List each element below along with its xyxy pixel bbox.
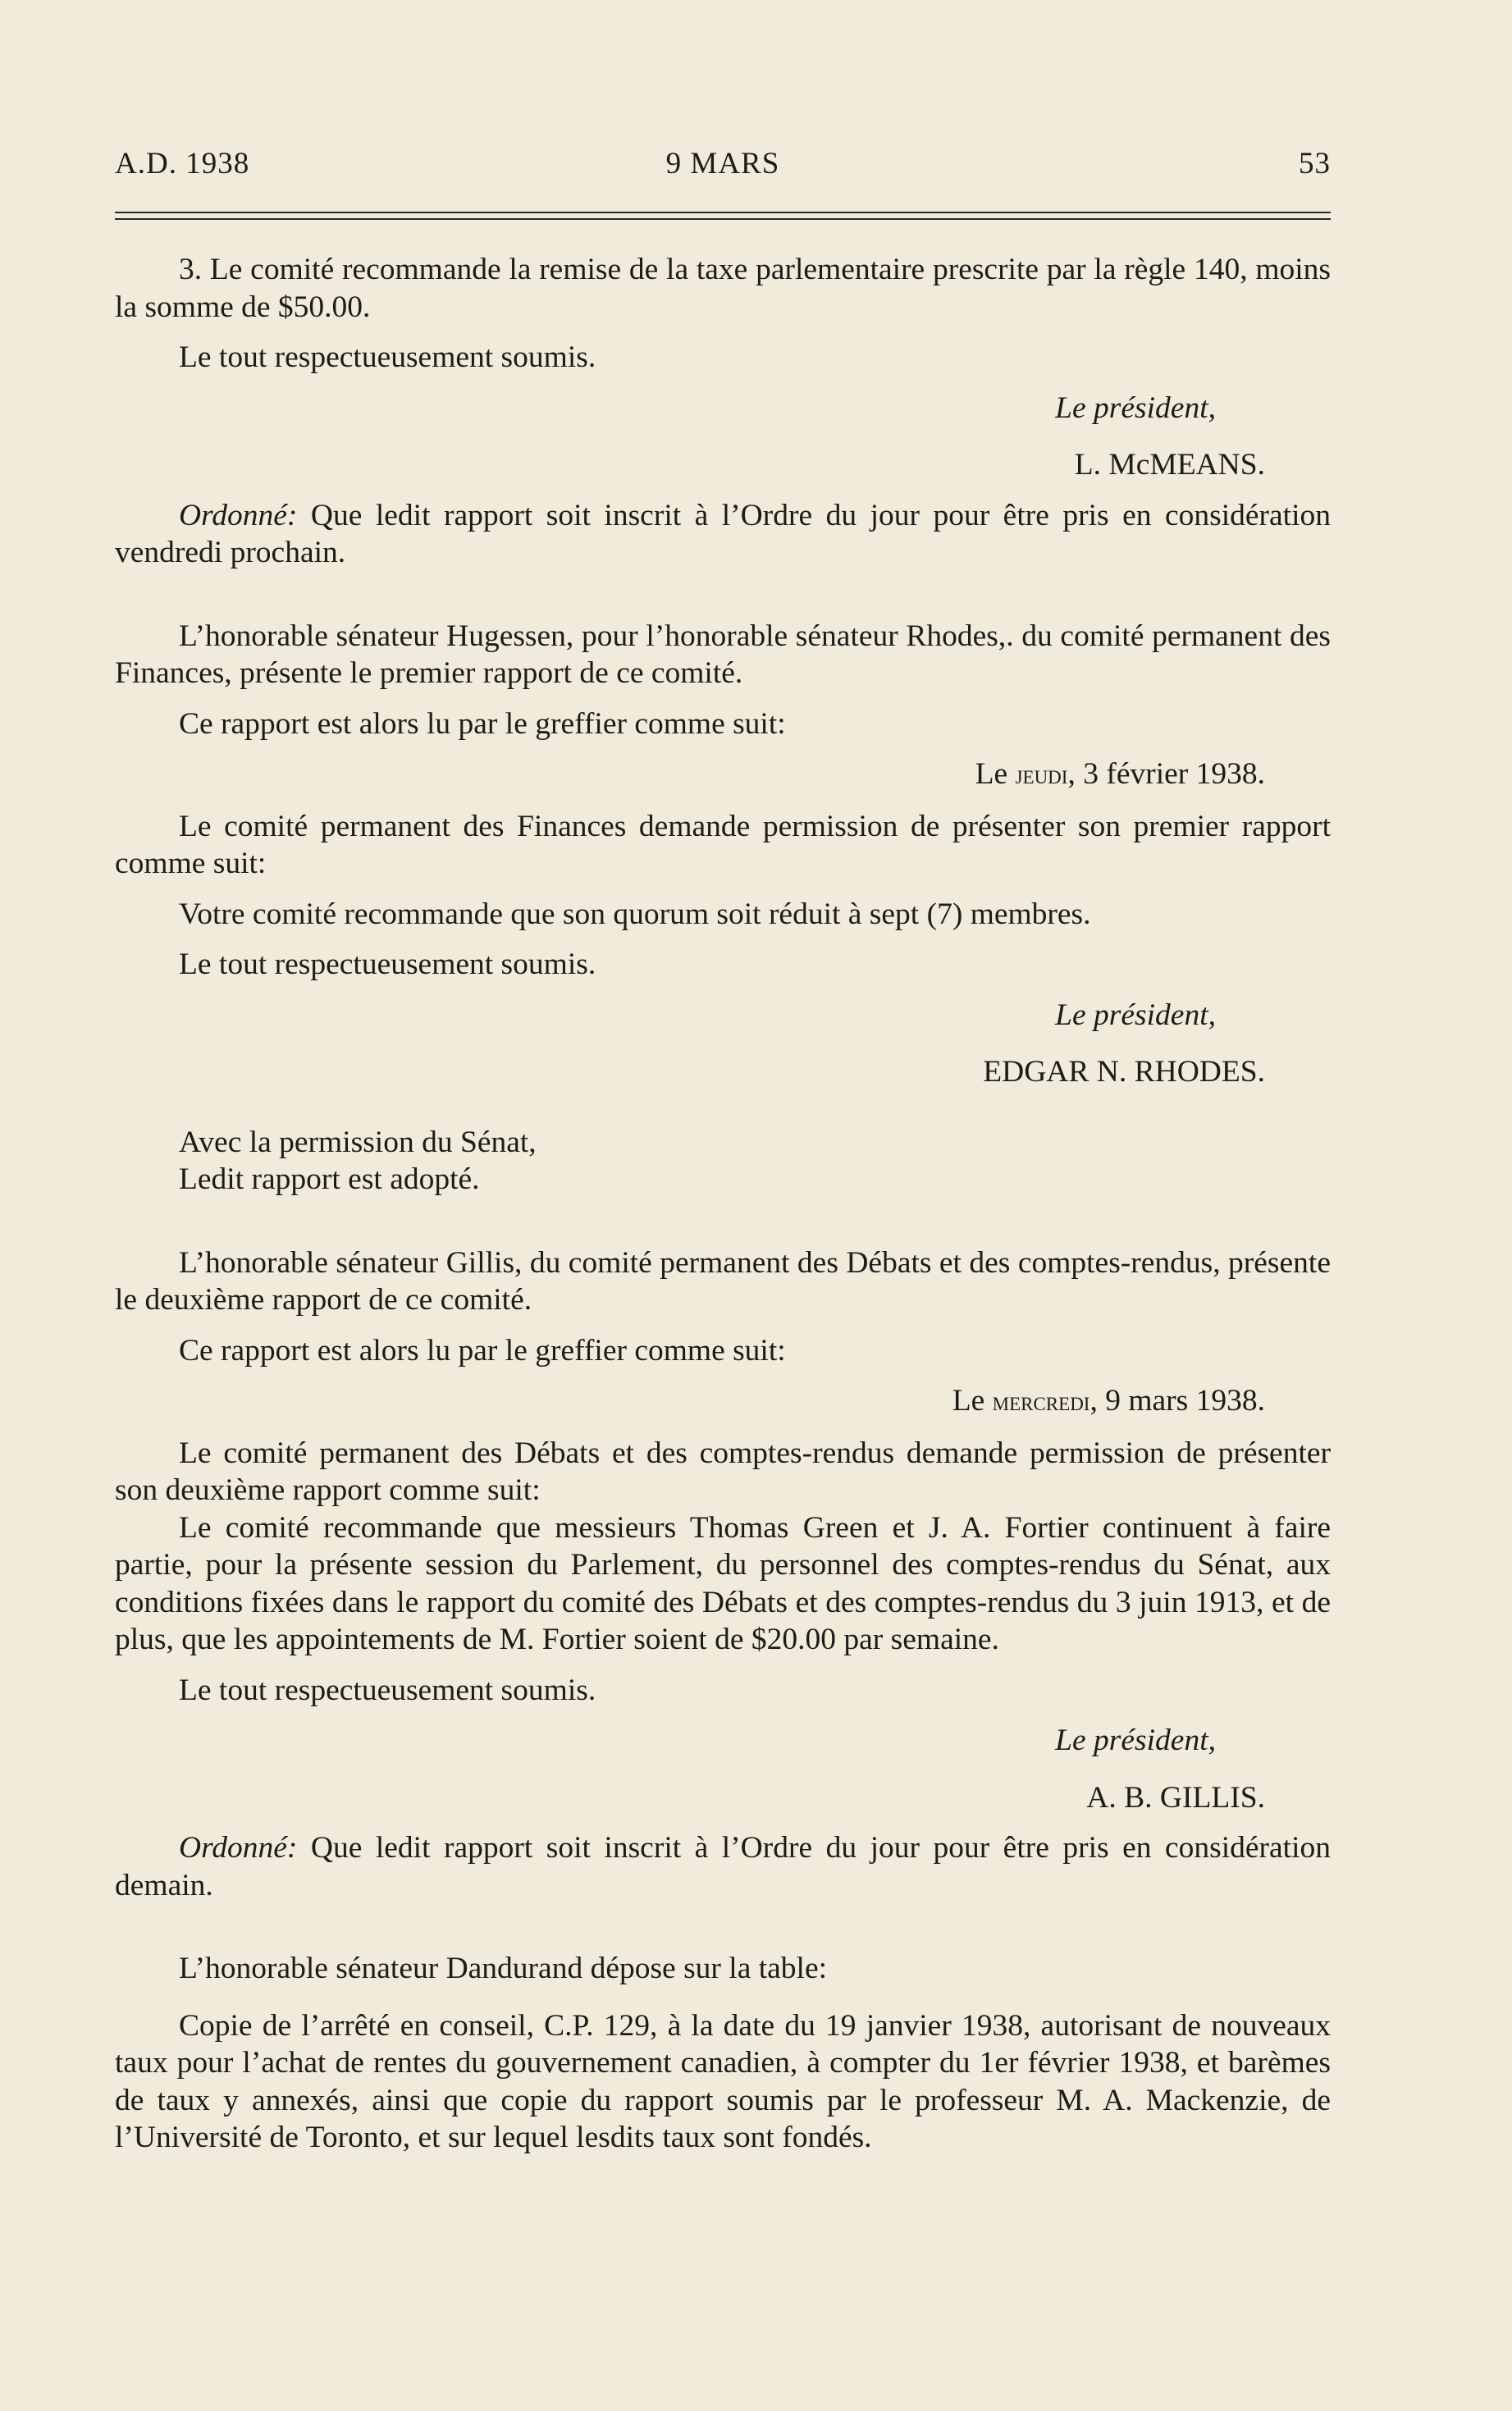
page-number: 53 xyxy=(1299,147,1331,180)
ordered-paragraph-1 xyxy=(115,497,1331,572)
ordered-label-3: Ordonné: xyxy=(179,1831,298,1865)
debates-request: Le comité permanent des Débats et des comptes-rendus demande permission de présenter son deuxième rapport comme suit: xyxy=(115,1436,1331,1507)
finance-request: Le comité permanent des Finances demande permission de présenter son premier rapport comme suit: xyxy=(115,809,1331,880)
ordered-label-1: Ordonné: xyxy=(179,498,298,532)
read-line-3: Ce rapport est alors lu par le greffier comme suit: xyxy=(179,1333,786,1368)
ordered-text-3: Que ledit rapport soit inscrit à l’Ordre du jour pour être pris en considération demain. xyxy=(115,1831,1331,1902)
date-prefix-3: Le xyxy=(952,1384,993,1418)
president-name-2: EDGAR N. RHODES. xyxy=(983,1055,1265,1089)
dandurand-intro: L’honorable sénateur Dandurand dépose sur la table: xyxy=(179,1952,828,1985)
read-line-2: Ce rapport est alors lu par le greffier comme suit: xyxy=(179,706,786,741)
president-title-3: Le président, xyxy=(1055,1724,1216,1757)
permission-line: Avec la permission du Sénat, xyxy=(179,1125,537,1159)
president-name-3: A. B. GILLIS. xyxy=(1086,1780,1265,1815)
report-date-2 xyxy=(115,756,1331,795)
date-day-3: mercredi xyxy=(992,1387,1090,1417)
date-rest-2: , 3 février 1938. xyxy=(1067,757,1265,791)
item-3: 3. Le comité recommande la remise de la taxe parlementaire prescrite par la règle 140, moins la somme de $50.00. xyxy=(115,253,1331,324)
date-rest-3: , 9 mars 1938. xyxy=(1089,1384,1265,1418)
date-day-2: jeudi xyxy=(1015,760,1068,790)
tabled-document: Copie de l’arrêté en conseil, C.P. 129, à la date du 19 janvier 1938, autorisant de nouveaux taux pour l’achat de rentes du gouvernement canadien, à compter du 1er février 1938, et barèmes de taux y annexés, ainsi que copie du rapport soumis par le professeur M. A. Mackenzie, de l’Université de Toronto, et sur lequel lesdits taux sont fondés. xyxy=(115,2008,1331,2154)
submitted-line-3: Le tout respectueusement soumis. xyxy=(179,1673,596,1707)
ordered-text-1: Que ledit rapport soit inscrit à l’Ordre du jour pour être pris en considération vendredi prochain. xyxy=(115,498,1331,569)
hugessen-intro: L’honorable sénateur Hugessen, pour l’honorable sénateur Rhodes,. du comité permanent des Finances, présente le premier rapport de ce comité. xyxy=(115,619,1331,690)
submitted-line-1: Le tout respectueusement soumis. xyxy=(179,340,596,374)
page-header xyxy=(115,146,1331,187)
header-double-rule xyxy=(115,212,1331,220)
date-prefix-2: Le xyxy=(975,757,1016,791)
president-name-1: L. McMEANS. xyxy=(1074,448,1265,482)
page-body xyxy=(115,251,1331,2157)
adopted-line: Ledit rapport est adopté. xyxy=(179,1162,480,1196)
document-page xyxy=(115,0,1331,2411)
header-year: A.D. 1938 xyxy=(115,147,250,180)
gillis-intro: L’honorable sénateur Gillis, du comité permanent des Débats et des comptes-rendus, présente le deuxième rapport de ce comité. xyxy=(115,1245,1331,1317)
staff-recommendation: Le comité recommande que messieurs Thomas Green et J. A. Fortier continuent à faire partie, pour la présente session du Parlement, du personnel des comptes-rendus du Sénat, aux conditions fixées dans le rapport du comité des Débats et des comptes-rendus du 3 juin 1913, et de plus, que les appointements de M. Fortier soient de $20.00 par semaine. xyxy=(115,1510,1331,1656)
ordered-paragraph-3 xyxy=(115,1829,1331,1904)
report-date-3 xyxy=(115,1382,1331,1422)
submitted-line-2: Le tout respectueusement soumis. xyxy=(179,948,596,981)
header-date: 9 MARS xyxy=(665,147,780,180)
quorum-recommendation: Votre comité recommande que son quorum soit réduit à sept (7) membres. xyxy=(179,897,1091,931)
president-title-2: Le président, xyxy=(1055,998,1216,1032)
president-title-1: Le président, xyxy=(1055,390,1216,425)
